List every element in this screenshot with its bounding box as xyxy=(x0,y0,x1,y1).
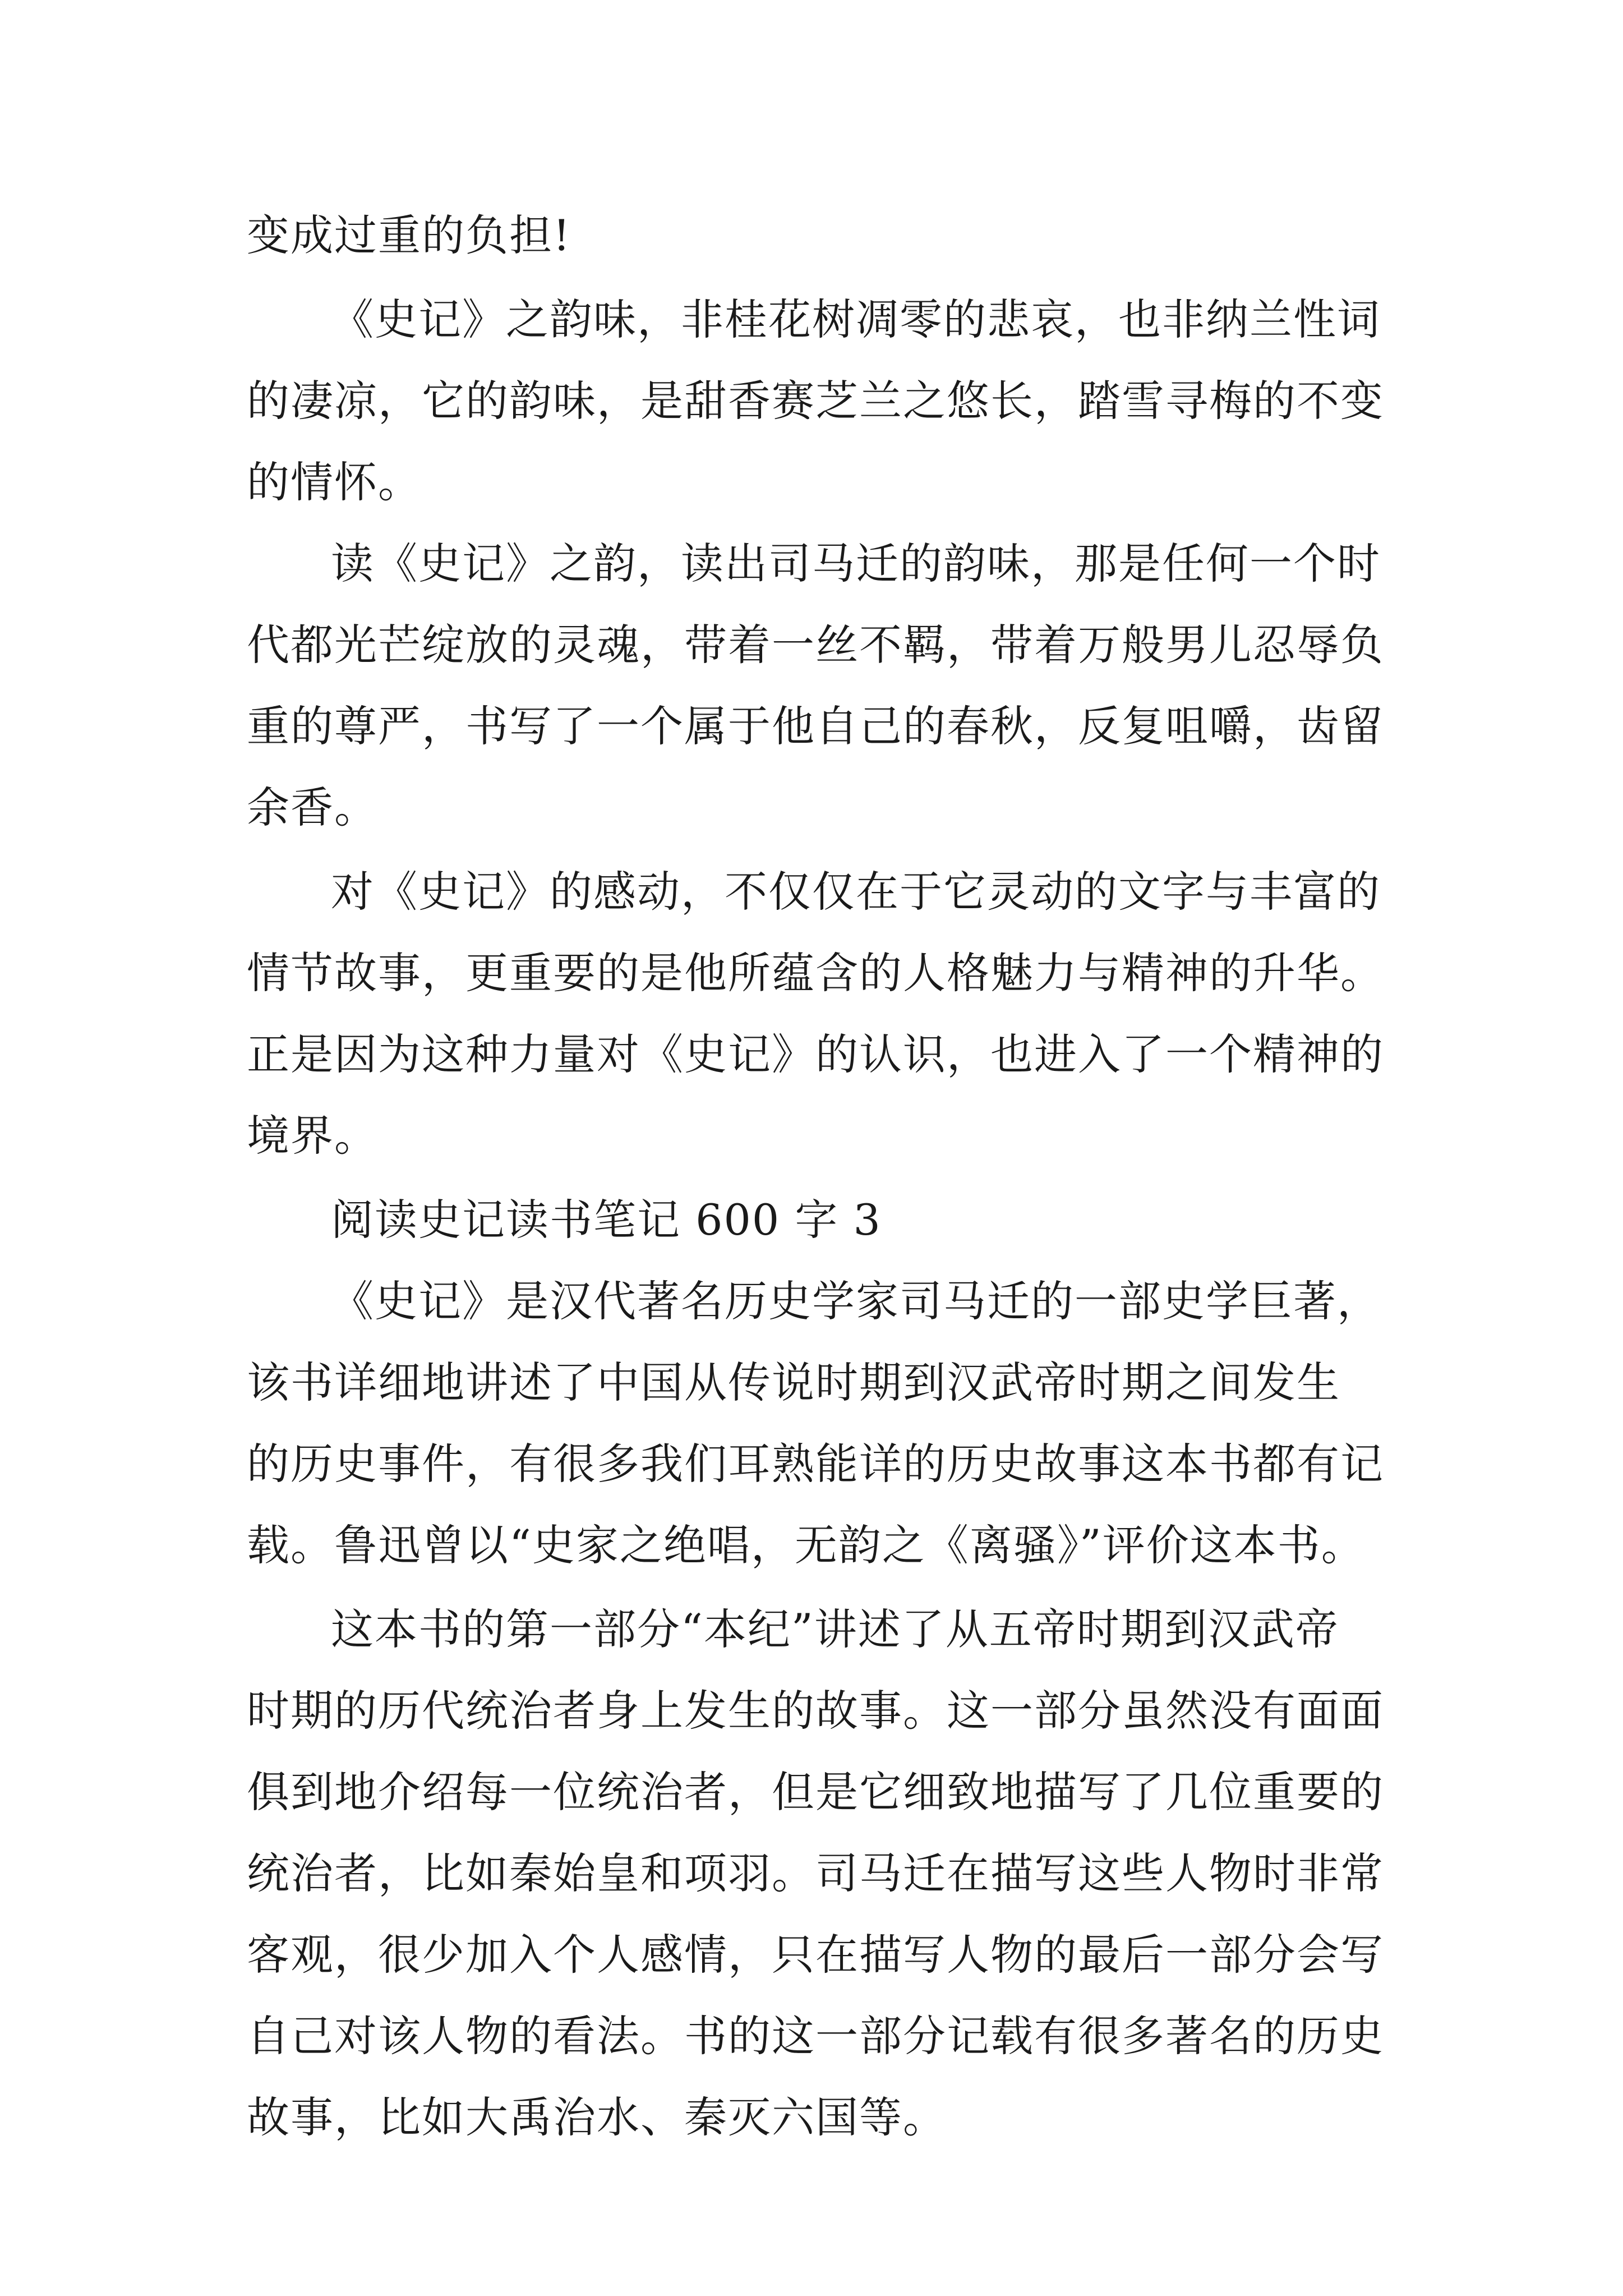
text-line: 的凄凉，它的韵味，是甜香赛芝兰之悠长，踏雪寻梅的不变 xyxy=(247,376,1384,426)
paragraph-start-line: 读《史记》之韵，读出司马迁的韵味，那是任何一个时 xyxy=(331,539,1381,588)
text-line: 正是因为这种力量对《史记》的认识，也进入了一个精神的 xyxy=(247,1029,1384,1079)
text-line: 的历史事件，有很多我们耳熟能详的历史故事这本书都有记 xyxy=(247,1439,1384,1489)
text-line: 代都光芒绽放的灵魂，带着一丝不羁，带着万般男儿忍辱负 xyxy=(247,620,1384,670)
text-line: 该书详细地讲述了中国从传说时期到汉武帝时期之间发生 xyxy=(247,1358,1340,1407)
text-line: 统治者，比如秦始皇和项羽。司马迁在描写这些人物时非常 xyxy=(247,1848,1384,1898)
paragraph-start-line: 这本书的第一部分“本纪”讲述了从五帝时期到汉武帝 xyxy=(331,1604,1339,1654)
text-line: 重的尊严，书写了一个属于他自己的春秋，反复咀嚼，齿留 xyxy=(247,701,1384,751)
text-line: 俱到地介绍每一位统治者，但是它细致地描写了几位重要的 xyxy=(247,1767,1384,1817)
text-line: 客观，很少加入个人感情，只在描写人物的最后一部分会写 xyxy=(247,1930,1384,1980)
paragraph-start-line: 对《史记》的感动，不仅仅在于它灵动的文字与丰富的 xyxy=(331,867,1381,917)
text-line: 的情怀。 xyxy=(247,457,422,507)
text-line: 变成过重的负担! xyxy=(247,210,571,260)
text-line: 故事，比如大禹治水、秦灭六国等。 xyxy=(247,2092,947,2142)
text-line: 自己对该人物的看法。书的这一部分记载有很多著名的历史 xyxy=(247,2011,1384,2061)
text-line: 情节故事，更重要的是他所蕴含的人格魅力与精神的升华。 xyxy=(247,948,1384,998)
text-line: 时期的历代统治者身上发生的故事。这一部分虽然没有面面 xyxy=(247,1686,1384,1736)
text-line: 余香。 xyxy=(247,783,378,832)
text-line: 境界。 xyxy=(247,1111,378,1161)
paragraph-start-line: 《史记》之韵味，非桂花树凋零的悲哀，也非纳兰性词 xyxy=(331,295,1381,344)
section-heading: 阅读史记读书笔记 600 字 3 xyxy=(331,1195,882,1245)
text-line: 载。鲁迅曾以“史家之绝唱，无韵之《离骚》”评价这本书。 xyxy=(247,1520,1365,1570)
paragraph-start-line: 《史记》是汉代著名历史学家司马迁的一部史学巨著， xyxy=(331,1276,1381,1326)
